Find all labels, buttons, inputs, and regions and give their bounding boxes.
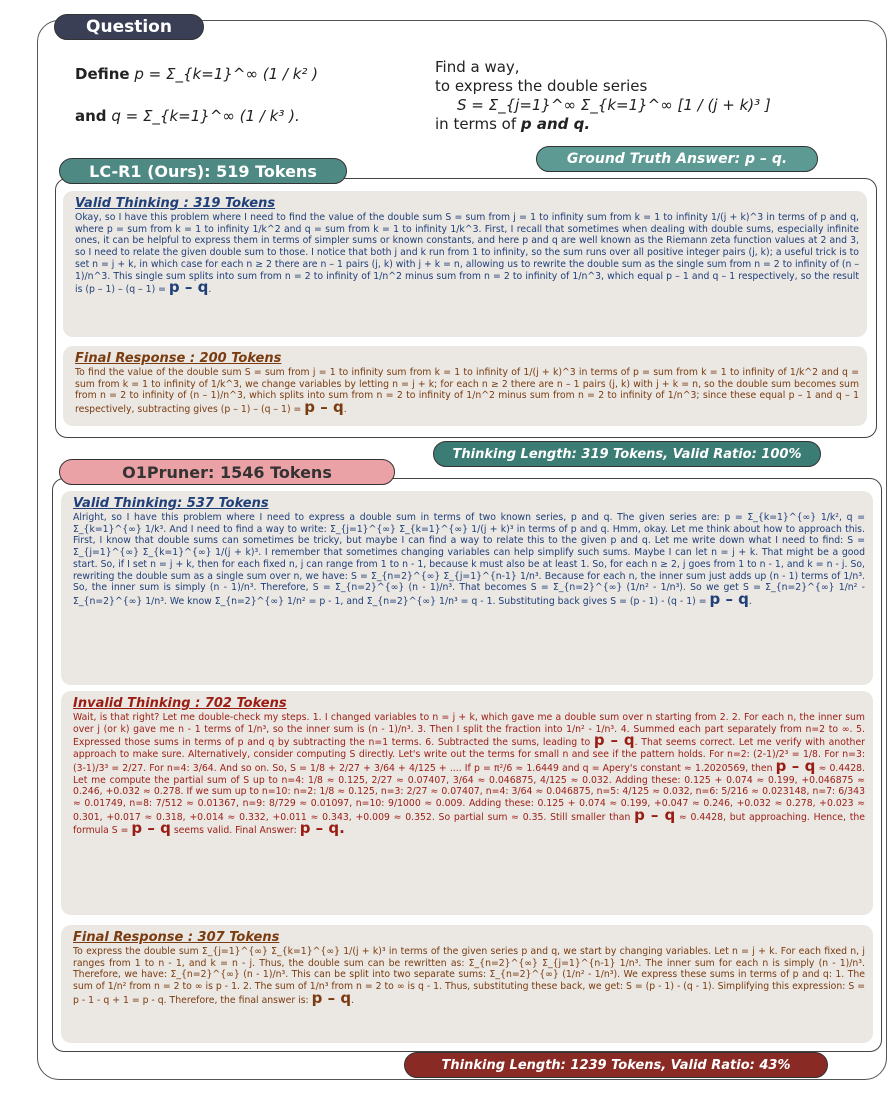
- o1pruner-label: O1Pruner: 1546 Tokens: [59, 459, 395, 485]
- o1-invalid-title: Invalid Thinking : 702 Tokens: [73, 696, 287, 711]
- task-line-3: S = Σ_{j=1}^∞ Σ_{k=1}^∞ [1 / (j + k)³ ]: [457, 96, 771, 114]
- o1pruner-section: [52, 478, 882, 1052]
- question-definitions: [75, 58, 415, 126]
- o1-invalid-answer-4: p – q: [131, 819, 171, 838]
- o1-valid-box: Valid Thinking: 537 Tokens Alright, so I have this problem where I need to express a double sum in terms of two known series, p and q. The given series are: p = Σ_{k=1}^{∞} 1/k², q = Σ_{k=1}^{∞} 1/k³. And I need to find a way to write: Σ_{j=1}^{∞} Σ_{k=1}^{∞} 1/(j + k)³ in terms of p and q. Hmm, okay. Let me think about how to approach this. First, I know that double sums can sometimes be tricky, but maybe I can find a way to relate this to the given p and q. Let me write down what I need to find: S = Σ_{j=1}^{∞} Σ_{k=1}^{∞} 1/(j + k)³. I remember that sometimes changing variables can help simplify such sums. Maybe I can let n = j + k. That might be a good start. So, if I set n = j + k, then for each fixed n, j can range from 1 to n - 1, because k must also be at least 1. So, for each n ≥ 2, j goes from 1 to n - 1, and k = n - j. So, rewriting the double sum as a single sum over n, we have: S = Σ_{n=2}^{∞} Σ_{j=1}^{n-1} 1/n³. Because for each n, the inner sum just adds up (n - 1) terms of 1/n³. So, the inner sum is simply (n - 1)/n³. Therefore, S = Σ_{n=2}^{∞} (n - 1)/n³. That becomes S = Σ_{n=2}^{∞} (1/n² - 1/n³). So we get S = Σ_{n=2}^{∞} 1/n² - Σ_{n=2}^{∞} 1/n³. We know Σ_{n=2}^{∞} 1/n² = p - 1, and Σ_{n=2}^{∞} 1/n³ = q - 1. Substituting back gives S = (p - 1) - (q - 1) = p – q.: [61, 491, 873, 685]
- lc-final-text: To find the value of the double sum S = sum from j = 1 to infinity sum from k = 1 to infinity of 1/(j + k)^3 in terms of p = sum from k = 1 to infinity of 1/k^2 and q = sum from k = 1 to infinity of 1/k^3, we change variables by letting n = j + k; for each n ≥ 2 there are n – 1 pairs (j, k) with j + k = n, so the double sum becomes sum from n = 2 to infinity of (n – 1)/n^3, which splits into sum from n = 2 to infinity of 1/n^2 minus sum from n = 2 to infinity of 1/n^3; since these equal p – 1 and q – 1 respectively, subtracting gives (p – 1) – (q – 1) =: [75, 367, 859, 416]
- lc-final-answer: p – q: [304, 398, 344, 417]
- and-word: and: [75, 107, 107, 125]
- define-q: q = Σ_{k=1}^∞ (1 / k³ ).: [111, 107, 300, 125]
- task-line-4-prefix: in terms of: [435, 115, 517, 133]
- lc-r1-section: [55, 178, 877, 438]
- lc-final-title: Final Response : 200 Tokens: [75, 351, 282, 366]
- define-p: p = Σ_{k=1}^∞ (1 / k² ): [134, 65, 319, 83]
- ground-truth-label: Ground Truth Answer: p – q.: [536, 146, 818, 172]
- o1-final-answer: p – q: [311, 988, 352, 1007]
- task-line-1: Find a way,: [435, 58, 520, 76]
- o1-invalid-text-5: seems valid. Final Answer:: [173, 825, 297, 837]
- o1-invalid-answer-2: p – q: [775, 756, 816, 775]
- o1-invalid-answer-1: p – q: [593, 731, 635, 750]
- o1-valid-title: Valid Thinking: 537 Tokens: [73, 496, 269, 511]
- task-line-2: to express the double series: [435, 77, 648, 95]
- o1-invalid-text-2: . That seems correct. Let me verify with another approach to make sure. Alternatively, consider computing S directly. Let's write out the terms for small n and see if the pattern holds. For n=2: (2-1)/2³ = 1/8. For n=3: (3-1)/3³ = 2/27. For n=4: 3/64. And so on. So, S = 1/8 + 2/27 + 3/64 + 4/125 + .... If p = π²/6 ≈ 1.6449 and q = Apery's constant ≈ 1.2020569, then: [73, 737, 865, 774]
- o1-final-box: Final Response : 307 Tokens To express the double sum Σ_{j=1}^{∞} Σ_{k=1}^{∞} 1/(j + k)³ in terms of the given series p and q, we start by changing variables. Let n = j + k. For each fixed n, j ranges from 1 to n - 1, and k = n - j. Thus, the double sum can be rewritten as: Σ_{n=2}^{∞} Σ_{j=1}^{n-1} 1/n³. The inner sum for each n is simply (n - 1)/n³. Therefore, we have: Σ_{n=2}^{∞} (n - 1)/n³. This can be split into two separate sums: Σ_{n=2}^{∞} (1/n² - 1/n³). We express these sums in terms of p and q: 1. The sum of 1/n² from n = 2 to ∞ is p - 1. 2. The sum of 1/n³ from n = 2 to ∞ is q - 1. Thus, substituting these back, we get: S = (p - 1) - (q - 1). Simplifying this expression: S = p - 1 - q + 1 = p - q. Therefore, the final answer is: p – q.: [61, 925, 873, 1043]
- o1-invalid-text-4: ≈ 0.4428, but approaching. Hence, the formula S =: [73, 811, 865, 837]
- o1-invalid-answer-5: p – q.: [299, 819, 345, 838]
- o1-final-title: Final Response : 307 Tokens: [73, 930, 280, 945]
- o1-invalid-text-1: Wait, is that right? Let me double-check my steps. 1. I changed variables to n = j + k, which gave me a double sum over n starting from 2. 2. For each n, the inner sum over j (or k) gave me n - 1 terms of 1/n³, so the inner sum is (n - 1)/n³. 3. Then I split the fraction into 1/n² - 1/n³. 4. Summed each part separately from n=2 to ∞. 5. Expressed those sums in terms of p and q by subtracting the n=1 terms. 6. Subtracted the sums, leading to: [73, 712, 865, 749]
- o1pruner-length: Thinking Length: 1239 Tokens, Valid Ratio: 43%: [404, 1052, 828, 1078]
- o1-invalid-text-3: ≈ 0.4428. Let me compute the partial sum of S up to n=4: 1/8 ≈ 0.125, 2/27 ≈ 0.07407, 3/64 ≈ 0.046875, 4/125 ≈ 0.032. Adding these: 0.125 + 0.074 ≈ 0.199, +0.046875 ≈ 0.246, +0.032 ≈ 0.278. If we sum up to n=10: n=2: 1/8 ≈ 0.125, n=3: 2/27 ≈ 0.07407, n=4: 3/64 ≈ 0.046875, n=5: 4/125 ≈ 0.032, n=6: 5/216 ≈ 0.023148, n=7: 6/343 ≈ 0.01749, n=8: 7/512 ≈ 0.01367, n=9: 8/729 ≈ 0.01097, n=10: 9/1000 ≈ 0.009. Adding these: 0.125 + 0.074 ≈ 0.199, +0.047 ≈ 0.246, +0.032 ≈ 0.278, +0.023 ≈ 0.301, +0.017 ≈ 0.318, +0.014 ≈ 0.332, +0.011 ≈ 0.343, +0.009 ≈ 0.352. So partial sum ≈ 0.35. Still smaller than: [73, 762, 865, 823]
- lc-valid-text: Okay, so I have this problem where I need to find the value of the double sum S = sum from j = 1 to infinity sum from k = 1 to infinity 1/(j + k)^3 in terms of p and q, where p = sum from k = 1 to infinity 1/k^2 and q = sum from k = 1 to infinity 1/k^3. First, I recall that sometimes when dealing with double sums, especially infinite ones, it can be helpful to express them in terms of simpler sums or known constants, and here p and q are well known as the Riemann zeta function values at 2 and 3, so I need to relate the given double sum to those. I notice that both j and k run from 1 to infinity, so the sum runs over all positive integer pairs (j, k); a useful trick is to set n = j + k, in which case for each n ≥ 2 there are n – 1 pairs (j, k) with j + k = n, allowing us to rewrite the double sum as the single sum from n = 2 to infinity of (n – 1)/n^3. This single sum splits into sum from n = 2 to infinity of 1/n^2 minus sum from n = 2 to infinity of 1/n^3, which equal p – 1 and q – 1 respectively, so the result is (p – 1) – (q – 1) =: [75, 212, 859, 296]
- task-line-4-bold: p and q.: [520, 115, 591, 133]
- lc-valid-title: Valid Thinking : 319 Tokens: [75, 196, 276, 211]
- o1-invalid-box: [61, 691, 873, 915]
- o1-valid-answer: p – q: [709, 589, 749, 608]
- lc-r1-length: Thinking Length: 319 Tokens, Valid Ratio: 100%: [433, 441, 821, 467]
- o1-final-text: To express the double sum Σ_{j=1}^{∞} Σ_{k=1}^{∞} 1/(j + k)³ in terms of the given series p and q, we start by changing variables. Let n = j + k. For each fixed n, j ranges from 1 to n - 1, and k = n - j. Thus, the double sum can be rewritten as: Σ_{n=2}^{∞} Σ_{j=1}^{n-1} 1/n³. The inner sum for each n is simply (n - 1)/n³. Therefore, we have: Σ_{n=2}^{∞} (n - 1)/n³. This can be split into two separate sums: Σ_{n=2}^{∞} (1/n² - 1/n³). We express these sums in terms of p and q: 1. The sum of 1/n² from n = 2 to ∞ is p - 1. 2. The sum of 1/n³ from n = 2 to ∞ is q - 1. Thus, substituting these back, we get: S = (p - 1) - (q - 1). Simplifying this expression: S = p - 1 - q + 1 = p - q. Therefore, the final answer is:: [73, 946, 865, 1006]
- lc-r1-label: LC-R1 (Ours): 519 Tokens: [59, 158, 347, 184]
- o1-invalid-answer-3: p – q: [634, 805, 676, 824]
- lc-valid-box: Valid Thinking : 319 Tokens Okay, so I have this problem where I need to find the value of the double sum S = sum from j = 1 to infinity sum from k = 1 to infinity 1/(j + k)^3 in terms of p and q, where p = sum from k = 1 to infinity 1/k^2 and q = sum from k = 1 to infinity 1/k^3. First, I recall that sometimes when dealing with double sums, especially infinite ones, it can be helpful to express them in terms of simpler sums or known constants, and here p and q are well known as the Riemann zeta function values at 2 and 3, so I need to relate the given double sum to those. I notice that both j and k run from 1 to infinity, so the sum runs over all positive integer pairs (j, k); a useful trick is to set n = j + k, in which case for each n ≥ 2 there are n – 1 pairs (j, k) with j + k = n, allowing us to rewrite the double sum as the single sum from n = 2 to infinity of (n – 1)/n^3. This single sum splits into sum from n = 2 to infinity of 1/n^2 minus sum from n = 2 to infinity of 1/n^3, which equal p – 1 and q – 1 respectively, so the result is (p – 1) – (q – 1) = p – q.: [63, 191, 867, 337]
- define-word: Define: [75, 65, 130, 83]
- lc-valid-answer: p – q: [168, 278, 209, 297]
- question-task: [435, 58, 855, 134]
- question-label: Question: [54, 14, 204, 40]
- lc-final-box: Final Response : 200 Tokens To find the value of the double sum S = sum from j = 1 to infinity sum from k = 1 to infinity of 1/(j + k)^3 in terms of p = sum from k = 1 to infinity of 1/k^2 and q = sum from k = 1 to infinity of 1/k^3, we change variables by letting n = j + k; for each n ≥ 2 there are n – 1 pairs (j, k) with j + k = n, so the double sum becomes sum from n = 2 to infinity of (n – 1)/n^3, which splits into sum from n = 2 to infinity of 1/n^2 minus sum from n = 2 to infinity of 1/n^3; since these equal p – 1 and q – 1 respectively, subtracting gives (p – 1) – (q – 1) = p – q.: [63, 346, 867, 426]
- o1-valid-text: Alright, so I have this problem where I need to express a double sum in terms of two known series, p and q. The given series are: p = Σ_{k=1}^{∞} 1/k², q = Σ_{k=1}^{∞} 1/k³. And I need to find a way to write: Σ_{j=1}^{∞} Σ_{k=1}^{∞} 1/(j + k)³ in terms of p and q. Hmm, okay. Let me think about how to approach this. First, I know that double sums can sometimes be tricky, but maybe I can find a way to relate this to the given p and q. Let me write down what I need to find: S = Σ_{j=1}^{∞} Σ_{k=1}^{∞} 1/(j + k)³. I remember that sometimes changing variables can help simplify such sums. Maybe I can let n = j + k. That might be a good start. So, if I set n = j + k, then for each fixed n, j can range from 1 to n - 1, because k must also be at least 1. So, for each n ≥ 2, j goes from 1 to n - 1, and k = n - j. So, rewriting the double sum as a single sum over n, we have: S = Σ_{n=2}^{∞} Σ_{j=1}^{n-1} 1/n³. Because for each n, the inner sum just adds up (n - 1) terms of 1/n³. So, the inner sum is simply (n - 1)/n³. Therefore, S = Σ_{n=2}^{∞} (n - 1)/n³. That becomes S = Σ_{n=2}^{∞} (1/n² - 1/n³). So we get S = Σ_{n=2}^{∞} 1/n² - Σ_{n=2}^{∞} 1/n³. We know Σ_{n=2}^{∞} 1/n² = p - 1, and Σ_{n=2}^{∞} 1/n³ = q - 1. Substituting back gives S = (p - 1) - (q - 1) =: [73, 512, 866, 607]
